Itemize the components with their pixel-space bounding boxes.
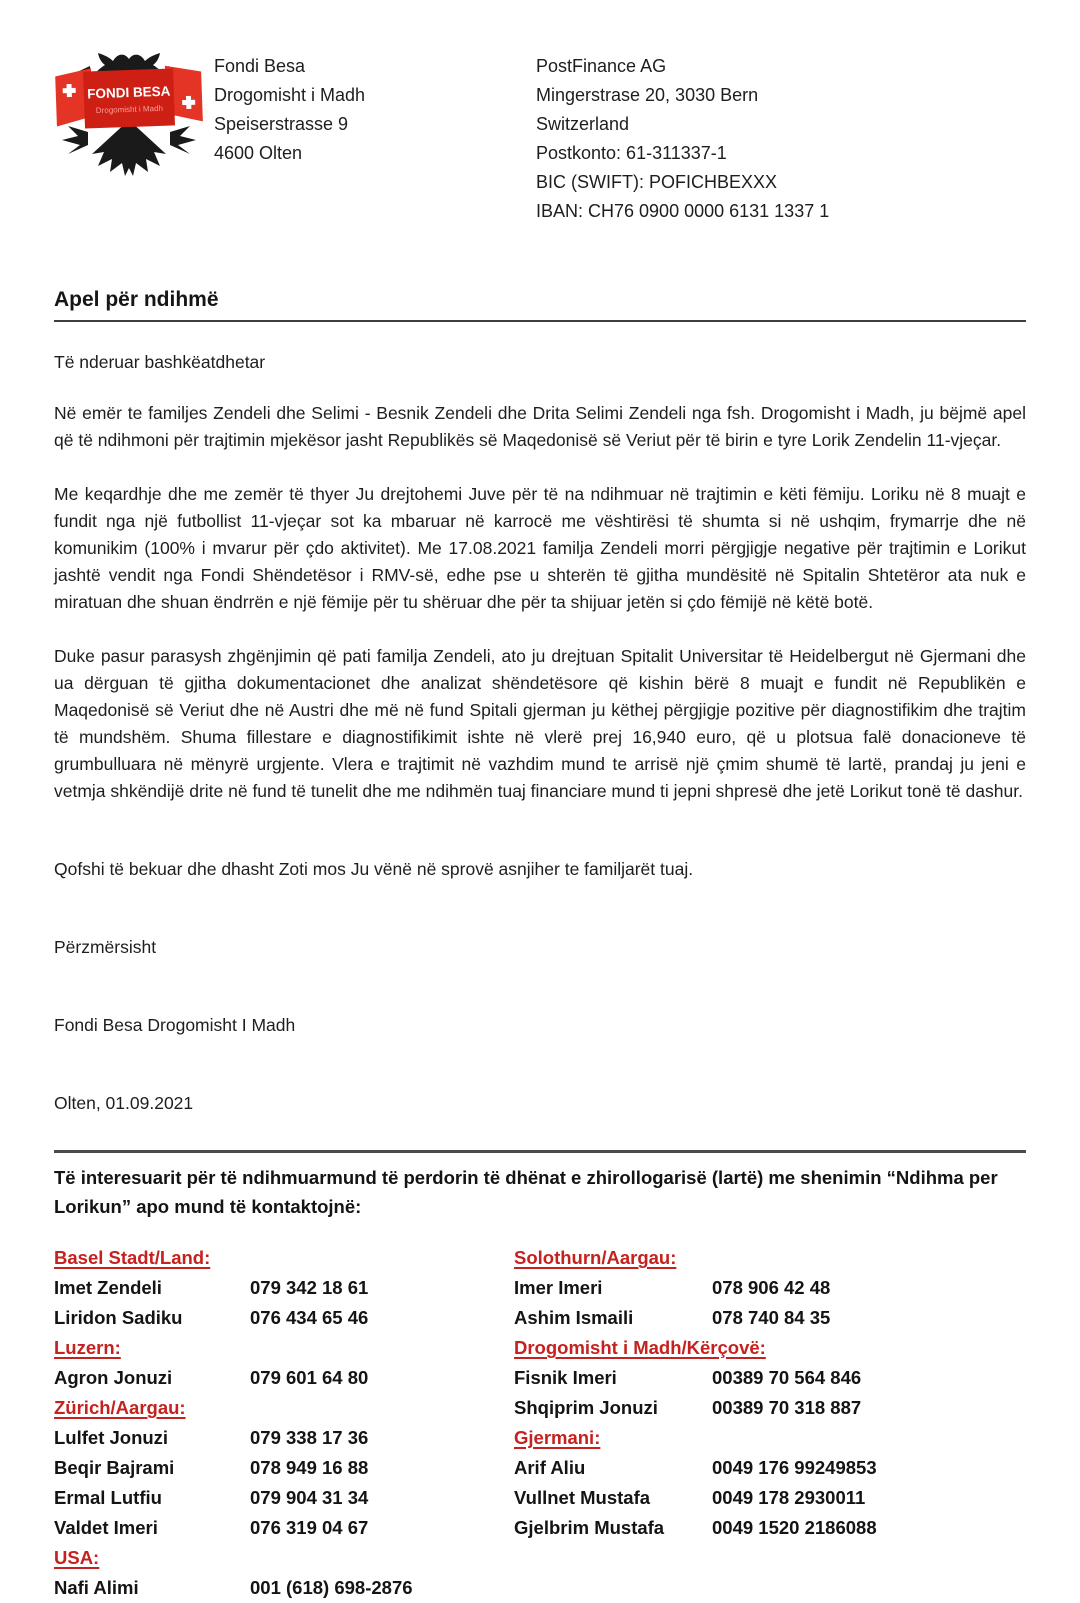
contact-name: Nafi Alimi <box>54 1577 139 1598</box>
bank-line: IBAN: CH76 0900 0000 6131 1337 1 <box>536 201 830 221</box>
blessing-line: Qofshi të bekuar dhe dhasht Zoti mos Ju vënë në sprovë asnjiher te familjarët tuaj. <box>54 859 694 879</box>
contact-row <box>514 1513 1026 1543</box>
contact-row <box>514 1483 1026 1513</box>
contact-row <box>514 1303 1026 1333</box>
contact-row <box>514 1393 1026 1423</box>
contact-phone: 00389 70 318 887 <box>712 1397 862 1418</box>
contact-name: Lulfet Jonuzi <box>54 1427 169 1448</box>
sender-line: Drogomisht i Madh <box>214 85 366 105</box>
contact-name: Agron Jonuzi <box>54 1367 173 1388</box>
signoff-line: Përzmërsisht <box>54 937 157 957</box>
organization-line: Fondi Besa Drogomisht I Madh <box>54 1015 296 1035</box>
sender-line: 4600 Olten <box>214 143 303 163</box>
page-title: Apel për ndihmë <box>54 288 219 311</box>
contact-row <box>54 1453 514 1483</box>
contact-phone: 0049 1520 2186088 <box>712 1517 877 1538</box>
contact-name: Valdet Imeri <box>54 1517 158 1538</box>
sender-line: Fondi Besa <box>214 56 306 76</box>
contact-region-heading: Zürich/Aargau: <box>54 1397 186 1418</box>
ribbon-banner <box>55 64 203 129</box>
contact-row <box>54 1303 514 1333</box>
double-eagle-banner-icon <box>54 46 204 178</box>
contact-phone: 0049 178 2930011 <box>712 1487 866 1508</box>
greeting-line: Të nderuar bashkëatdhetar <box>54 352 266 372</box>
contact-phone: 00389 70 564 846 <box>712 1367 862 1388</box>
contact-phone: 0049 176 99249853 <box>712 1457 877 1478</box>
logo-title: FONDI BESA <box>86 83 171 102</box>
fondi-besa-logo <box>54 46 204 178</box>
contact-row <box>54 1483 514 1513</box>
contact-phone: 078 906 42 48 <box>712 1277 831 1298</box>
contact-phone: 078 740 84 35 <box>712 1307 831 1328</box>
contact-phone: 079 904 31 34 <box>250 1487 369 1508</box>
contact-region-heading: Drogomisht i Madh/Kërçovë: <box>514 1337 766 1358</box>
contact-region-heading: Basel Stadt/Land: <box>54 1247 211 1268</box>
contact-row <box>514 1273 1026 1303</box>
contact-name: Gjelbrim Mustafa <box>514 1517 665 1538</box>
contact-row <box>54 1363 514 1393</box>
section-divider <box>54 1150 1026 1153</box>
body-paragraph: Me keqardhje dhe me zemër të thyer Ju drejtohemi Juve për të na ndihmuar në trajtimin e këti fëmiju. Loriku në 8 muajt e fundit nga një futbollist 11-vjeçar sot ka mbaruar në karrocë me vështirësi të shumta si në ushqim, frymarrje dhe në komunikim (100% i mvarur për çdo aktivitet). Me 17.08.2021 familja Zendeli morri përgjigje negative për trajtimin e Lorikut jashtë vendit nga Fondi Shëndetësor i RMV-së, edhe pse u shterën të gjitha mundësitë në Spitalin Shtetëror ata nuk e miratuan dhe shuan ëndrrën e një fëmije për tu shëruar dhe për ta shijuar jetën si çdo fëmijë në këtë botë. <box>54 484 1026 612</box>
place-date-line: Olten, 01.09.2021 <box>54 1093 194 1113</box>
contact-name: Liridon Sadiku <box>54 1307 183 1328</box>
body-paragraph: Në emër te familjes Zendeli dhe Selimi - Besnik Zendeli dhe Drita Selimi Zendeli nga fsh. Drogomisht i Madh, ju bëjmë apel që të ndihmoni për trajtimin mjekësor jasht Republikës së Maqedonisë së Veriut për të birin e tyre Lorik Zendelin 11-vjeçar. <box>54 403 1026 450</box>
contact-phone: 079 342 18 61 <box>250 1277 369 1298</box>
contact-phone: 078 949 16 88 <box>250 1457 369 1478</box>
contact-name: Vullnet Mustafa <box>514 1487 651 1508</box>
contact-phone: 076 319 04 67 <box>250 1517 369 1538</box>
bank-line: Postkonto: 61-311337-1 <box>536 143 727 163</box>
contact-columns <box>54 1243 1026 1603</box>
body-paragraph: Duke pasur parasysh zhgënjimin që pati familja Zendeli, ato ju drejtuan Spitalit Universitar të Heidelbergut në Gjermani dhe ua dërguan të gjitha dokumentacionet dhe analizat shëndetësore që kishin bërë 8 muajt e fundit në Republikën e Maqedonisë së Veriut dhe në Austri dhe më në fund Spitali gjerman ju këthej përgjigje pozitive për diagnostifikim dhe trajtim të mundshëm. Shuma fillestare e diagnostifikimit ishte në vlerë prej 16,940 euro, që u plotsua falë donacioneve të grumbulluara në mënyrë urgjente. Vlera e trajtimit në vazhdim mund te arrisë një çmim shumë të lartë, prandaj ju jeni e vetmja shkëndijë drite në fund të tunelit dhe me ndihmën tuaj financiare mund ti jepni shpresë dhe jetë Lorikut tonë të dashur. <box>54 646 1026 801</box>
contact-phone: 001 (618) 698-2876 <box>250 1577 413 1598</box>
title-divider <box>54 320 1026 322</box>
contact-row <box>54 1573 514 1603</box>
sender-line: Speiserstrasse 9 <box>214 114 349 134</box>
contact-column-left <box>54 1243 514 1603</box>
sender-address <box>214 46 536 168</box>
contact-phone: 076 434 65 46 <box>250 1307 369 1328</box>
contact-name: Ermal Lutfiu <box>54 1487 162 1508</box>
contact-phone: 079 601 64 80 <box>250 1367 369 1388</box>
bank-line: PostFinance AG <box>536 56 667 76</box>
contact-name: Shqiprim Jonuzi <box>514 1397 658 1418</box>
contact-name: Imer Imeri <box>514 1277 603 1298</box>
bank-line: Mingerstrase 20, 3030 Bern <box>536 85 759 105</box>
contact-name: Imet Zendeli <box>54 1277 162 1298</box>
contact-phone: 079 338 17 36 <box>250 1427 369 1448</box>
contact-name: Fisnik Imeri <box>514 1367 617 1388</box>
contact-intro: Të interesuarit për të ndihmuarmund të perdorin të dhënat e zhirollogarisë (lartë) me shenimin “Ndihma per Lorikun” apo mund të kontaktojnë: <box>54 1167 998 1217</box>
contact-name: Ashim Ismaili <box>514 1307 634 1328</box>
bank-line: BIC (SWIFT): POFICHBEXXX <box>536 172 778 192</box>
contact-row <box>514 1453 1026 1483</box>
contact-name: Beqir Bajrami <box>54 1457 175 1478</box>
contact-region-heading: USA: <box>54 1547 100 1568</box>
bank-line: Switzerland <box>536 114 630 134</box>
contact-region-heading: Luzern: <box>54 1337 121 1358</box>
contact-region-heading: Solothurn/Aargau: <box>514 1247 677 1268</box>
bank-details <box>536 46 1026 226</box>
contact-name: Arif Aliu <box>514 1457 586 1478</box>
contact-region-heading: Gjermani: <box>514 1427 601 1448</box>
logo-subtitle: Drogomisht i Madh <box>95 103 164 116</box>
contact-row <box>54 1273 514 1303</box>
letterhead <box>54 46 1026 226</box>
contact-row <box>54 1513 514 1543</box>
contact-row <box>514 1363 1026 1393</box>
contact-column-right <box>514 1243 1026 1603</box>
contact-row <box>54 1423 514 1453</box>
